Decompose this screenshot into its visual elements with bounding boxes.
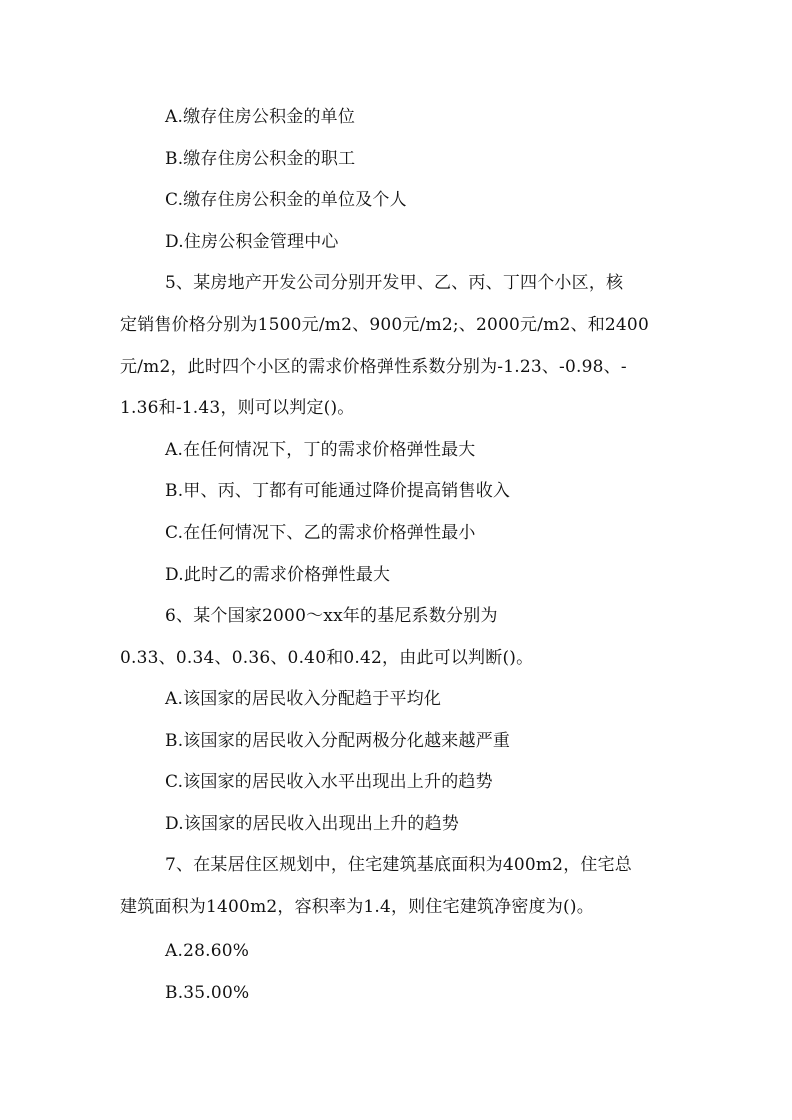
question-5-line-1: 5、某房地产开发公司分别开发甲、乙、丙、丁四个小区，核 (165, 273, 624, 293)
option-c: C.缴存住房公积金的单位及个人 (165, 190, 407, 210)
question-7-line-2: 建筑面积为1400m2，容积率为1.4，则住宅建筑净密度为()。 (120, 897, 594, 917)
question-5-line-4: 1.36和-1.43，则可以判定()。 (120, 398, 355, 418)
question-5-option-c: C.在任何情况下、乙的需求价格弹性最小 (165, 523, 476, 543)
question-5-line-2: 定销售价格分别为1500元/m2、900元/m2;、2000元/m2、和2400 (120, 315, 649, 335)
option-d: D.住房公积金管理中心 (165, 232, 339, 252)
question-6-line-1: 6、某个国家2000～xx年的基尼系数分别为 (165, 606, 498, 626)
question-7-line-1: 7、在某居住区规划中，住宅建筑基底面积为400m2，住宅总 (165, 855, 632, 875)
question-6-line-2: 0.33、0.34、0.36、0.40和0.42，由此可以判断()。 (120, 648, 534, 668)
question-6-option-d: D.该国家的居民收入出现出上升的趋势 (165, 814, 460, 834)
question-7-option-b: B.35.00% (165, 983, 250, 1003)
question-5-option-a: A.在任何情况下，丁的需求价格弹性最大 (165, 440, 476, 460)
question-5-line-3: 元/m2，此时四个小区的需求价格弹性系数分别为-1.23、-0.98、- (120, 357, 627, 377)
question-6-option-c: C.该国家的居民收入水平出现出上升的趋势 (165, 772, 493, 792)
question-6-option-b: B.该国家的居民收入分配两极分化越来越严重 (165, 731, 511, 751)
question-6-option-a: A.该国家的居民收入分配趋于平均化 (165, 689, 442, 709)
option-a: A.缴存住房公积金的单位 (165, 107, 356, 127)
option-b: B.缴存住房公积金的职工 (165, 149, 356, 169)
question-5-option-b: B.甲、丙、丁都有可能通过降价提高销售收入 (165, 481, 511, 501)
question-5-option-d: D.此时乙的需求价格弹性最大 (165, 565, 391, 585)
question-7-option-a: A.28.60% (165, 941, 250, 961)
